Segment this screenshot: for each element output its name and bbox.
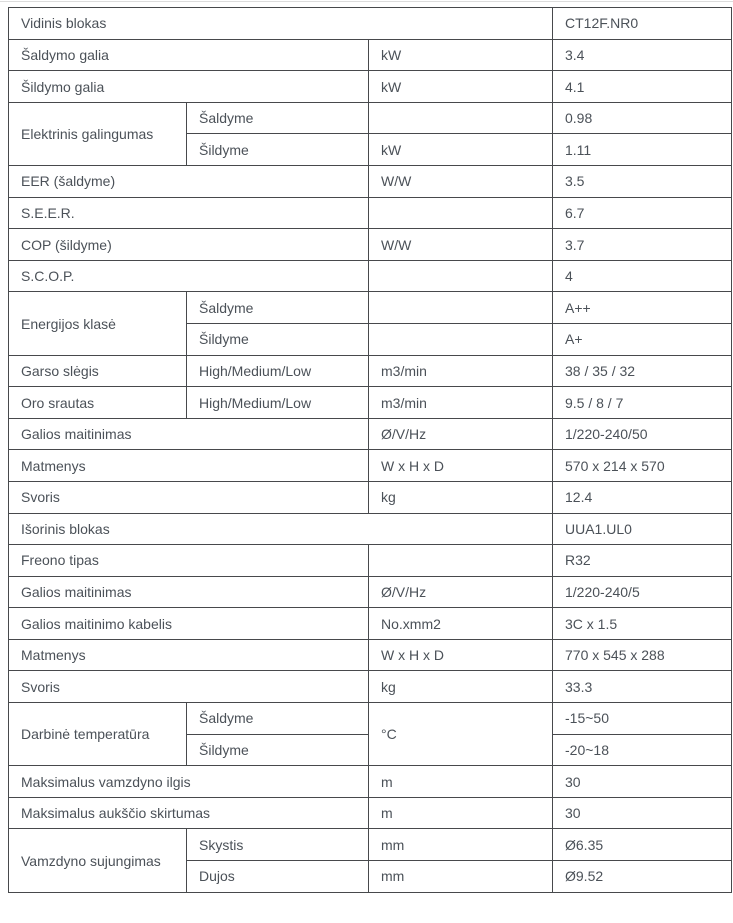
spec-cell: 770 x 545 x 288 bbox=[553, 639, 732, 671]
spec-row bbox=[9, 71, 732, 103]
spec-row bbox=[9, 39, 732, 71]
spec-cell: 4.1 bbox=[553, 71, 732, 103]
spec-cell: -15~50 bbox=[553, 703, 732, 735]
spec-row bbox=[9, 8, 732, 40]
spec-cell: Garso slėgis bbox=[9, 355, 187, 387]
spec-cell: W/W bbox=[369, 229, 553, 261]
spec-cell bbox=[369, 197, 553, 229]
spec-cell: °C bbox=[369, 703, 553, 766]
spec-cell: S.E.E.R. bbox=[9, 197, 369, 229]
spec-cell: Ø/V/Hz bbox=[369, 576, 553, 608]
spec-cell: Ø6.35 bbox=[553, 829, 732, 861]
spec-cell: UUA1.UL0 bbox=[553, 513, 732, 545]
spec-cell: 30 bbox=[553, 766, 732, 798]
spec-cell: mm bbox=[369, 861, 553, 893]
spec-cell: 570 x 214 x 570 bbox=[553, 450, 732, 482]
spec-row bbox=[9, 197, 732, 229]
spec-cell bbox=[369, 292, 553, 324]
spec-row bbox=[9, 481, 732, 513]
spec-cell: 3C x 1.5 bbox=[553, 608, 732, 640]
spec-cell: Šaldyme bbox=[187, 703, 369, 735]
spec-cell: 1/220-240/5 bbox=[553, 576, 732, 608]
spec-cell: W x H x D bbox=[369, 639, 553, 671]
spec-cell: m3/min bbox=[369, 387, 553, 419]
spec-cell bbox=[369, 323, 553, 355]
spec-cell: No.xmm2 bbox=[369, 608, 553, 640]
spec-row bbox=[9, 608, 732, 640]
spec-row bbox=[9, 418, 732, 450]
spec-cell: W/W bbox=[369, 165, 553, 197]
spec-cell: High/Medium/Low bbox=[187, 387, 369, 419]
spec-cell: Šildyme bbox=[187, 734, 369, 766]
spec-cell: Energijos klasė bbox=[9, 292, 187, 355]
spec-cell: Maksimalus vamzdyno ilgis bbox=[9, 766, 369, 798]
spec-cell: Vamzdyno sujungimas bbox=[9, 829, 187, 892]
spec-cell: COP (šildyme) bbox=[9, 229, 369, 261]
spec-cell: A+ bbox=[553, 323, 732, 355]
spec-cell: kW bbox=[369, 134, 553, 166]
spec-cell: 9.5 / 8 / 7 bbox=[553, 387, 732, 419]
spec-cell bbox=[369, 102, 553, 134]
spec-cell: 3.5 bbox=[553, 165, 732, 197]
top-divider bbox=[0, 1, 733, 2]
spec-cell: 4 bbox=[553, 260, 732, 292]
spec-cell: CT12F.NR0 bbox=[553, 8, 732, 40]
spec-cell: Galios maitinimas bbox=[9, 576, 369, 608]
spec-cell: Skystis bbox=[187, 829, 369, 861]
spec-cell: Svoris bbox=[9, 481, 369, 513]
spec-cell: Galios maitinimo kabelis bbox=[9, 608, 369, 640]
spec-cell: S.C.O.P. bbox=[9, 260, 369, 292]
spec-cell: Freono tipas bbox=[9, 545, 369, 577]
spec-row bbox=[9, 450, 732, 482]
spec-cell: 38 / 35 / 32 bbox=[553, 355, 732, 387]
spec-row bbox=[9, 229, 732, 261]
spec-row bbox=[9, 797, 732, 829]
spec-cell: Išorinis blokas bbox=[9, 513, 553, 545]
spec-cell: 1/220-240/50 bbox=[553, 418, 732, 450]
spec-cell: 12.4 bbox=[553, 481, 732, 513]
spec-cell: Matmenys bbox=[9, 450, 369, 482]
spec-cell: Šildymo galia bbox=[9, 71, 369, 103]
spec-row bbox=[9, 102, 732, 134]
spec-cell: A++ bbox=[553, 292, 732, 324]
spec-cell: 3.7 bbox=[553, 229, 732, 261]
spec-cell: kW bbox=[369, 71, 553, 103]
spec-cell: 0.98 bbox=[553, 102, 732, 134]
spec-row bbox=[9, 639, 732, 671]
spec-cell: Ø9.52 bbox=[553, 861, 732, 893]
spec-cell: Dujos bbox=[187, 861, 369, 893]
spec-cell: Vidinis blokas bbox=[9, 8, 553, 40]
spec-row bbox=[9, 355, 732, 387]
spec-row bbox=[9, 766, 732, 798]
spec-table bbox=[8, 7, 732, 893]
spec-cell: EER (šaldyme) bbox=[9, 165, 369, 197]
spec-cell bbox=[369, 545, 553, 577]
spec-cell: m3/min bbox=[369, 355, 553, 387]
spec-cell: 6.7 bbox=[553, 197, 732, 229]
spec-cell: Matmenys bbox=[9, 639, 369, 671]
spec-cell: R32 bbox=[553, 545, 732, 577]
spec-cell: kW bbox=[369, 39, 553, 71]
spec-cell: Šaldyme bbox=[187, 102, 369, 134]
spec-cell: m bbox=[369, 797, 553, 829]
spec-row bbox=[9, 703, 732, 735]
spec-cell: m bbox=[369, 766, 553, 798]
spec-cell: 1.11 bbox=[553, 134, 732, 166]
spec-cell: Šaldymo galia bbox=[9, 39, 369, 71]
spec-row bbox=[9, 260, 732, 292]
spec-cell: Svoris bbox=[9, 671, 369, 703]
spec-cell: Elektrinis galingumas bbox=[9, 102, 187, 165]
spec-row bbox=[9, 165, 732, 197]
spec-table-body bbox=[9, 8, 732, 893]
spec-row bbox=[9, 576, 732, 608]
spec-row bbox=[9, 387, 732, 419]
spec-cell: -20~18 bbox=[553, 734, 732, 766]
spec-cell: Galios maitinimas bbox=[9, 418, 369, 450]
spec-row bbox=[9, 545, 732, 577]
spec-row bbox=[9, 671, 732, 703]
spec-cell: Šildyme bbox=[187, 134, 369, 166]
spec-cell: Ø/V/Hz bbox=[369, 418, 553, 450]
spec-row bbox=[9, 292, 732, 324]
spec-cell: Oro srautas bbox=[9, 387, 187, 419]
spec-cell: Šaldyme bbox=[187, 292, 369, 324]
spec-row bbox=[9, 513, 732, 545]
spec-cell: 33.3 bbox=[553, 671, 732, 703]
spec-cell: 3.4 bbox=[553, 39, 732, 71]
spec-cell: Šildyme bbox=[187, 323, 369, 355]
spec-cell: Darbinė temperatūra bbox=[9, 703, 187, 766]
spec-cell: kg bbox=[369, 671, 553, 703]
spec-cell: High/Medium/Low bbox=[187, 355, 369, 387]
spec-cell: 30 bbox=[553, 797, 732, 829]
spec-cell: W x H x D bbox=[369, 450, 553, 482]
spec-cell: mm bbox=[369, 829, 553, 861]
spec-cell: kg bbox=[369, 481, 553, 513]
spec-cell: Maksimalus aukščio skirtumas bbox=[9, 797, 369, 829]
spec-cell bbox=[369, 260, 553, 292]
spec-row bbox=[9, 829, 732, 861]
